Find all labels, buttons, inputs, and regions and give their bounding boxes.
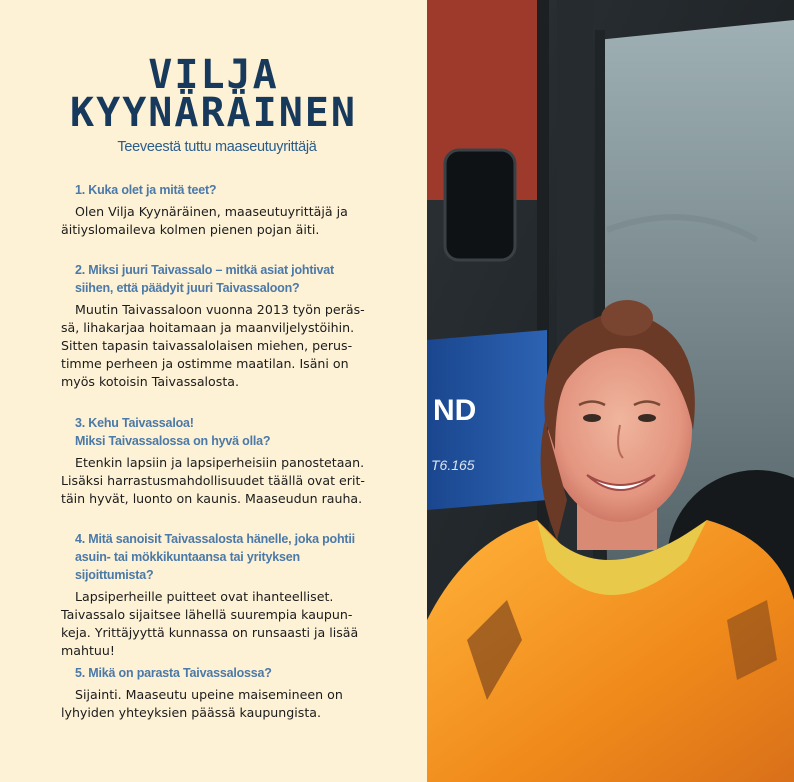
left-eye [583, 414, 601, 422]
tractor-badge: ND [433, 394, 477, 427]
question-line: 3. Kehu Taivassaloa! [75, 416, 194, 430]
qa-block-4 [61, 530, 381, 660]
subtitle: Teeveestä tuttu maaseutuyrittäjä [117, 139, 317, 155]
answer-5 [61, 686, 381, 722]
portrait-photo [427, 0, 794, 782]
answer-3 [61, 454, 381, 508]
name-heading-last: KYYNÄRÄINEN [70, 90, 357, 136]
answer-4 [61, 588, 381, 660]
answer-line: mahtuu! [61, 643, 115, 658]
answer-line: Lapsiperheille puitteet ovat ihanteelliset. [75, 589, 334, 604]
question-line: 4. Mitä sanoisit Taivassalosta hänelle, joka pohtii [75, 532, 355, 546]
answer-line: Muutin Taivassaloon vuonna 2013 työn peräs- [75, 302, 365, 317]
name-heading-first: VILJA [148, 52, 279, 98]
qa-block-1 [61, 181, 381, 239]
answer-line: timme perheen ja ostimme maatilan. Isäni on [61, 356, 349, 371]
question-line: 5. Mikä on parasta Taivassalossa? [75, 666, 272, 680]
question-5 [61, 664, 381, 682]
photo-illustration [427, 0, 794, 782]
answer-line: Taivassalo sijaitsee lähellä suurempia kaupun- [61, 607, 353, 622]
answer-1 [61, 203, 381, 239]
answer-line: täin hyvät, luonto on kaunis. Maaseudun rauha. [61, 491, 363, 506]
question-3 [61, 414, 381, 450]
answer-line: Sitten tapasin taivassalolaisen miehen, perus- [61, 338, 353, 353]
question-line: asuin- tai mökkikuntaansa tai yrityksen sijoittumista? [75, 550, 300, 582]
answer-line: äitiyslomaileva kolmen pienen pojan äiti. [61, 222, 320, 237]
answer-2 [61, 301, 381, 391]
question-line: 1. Kuka olet ja mitä teet? [75, 183, 217, 197]
right-eye [638, 414, 656, 422]
answer-line: sä, lihakarjaa hoitamaan ja maanviljelystöihin. [61, 320, 355, 335]
answer-line: Etenkin lapsiin ja lapsiperheisiin panostetaan. [75, 455, 365, 470]
question-line: Miksi Taivassalossa on hyvä olla? [75, 434, 271, 448]
answer-line: Olen Vilja Kyynäräinen, maaseutuyrittäjä ja [75, 204, 348, 219]
qa-block-3 [61, 414, 381, 508]
question-line: siihen, että päädyit juuri Taivassaloon? [75, 281, 300, 295]
question-4 [61, 530, 381, 584]
answer-line: Lisäksi harrastusmahdollisuudet täällä ovat erit- [61, 473, 365, 488]
answer-line: Sijainti. Maaseutu upeine maisemineen on [75, 687, 343, 702]
answer-line: myös kotoisin Taivassalosta. [61, 374, 239, 389]
hair-bun [601, 300, 653, 336]
tractor-model: T6.165 [431, 457, 475, 473]
answer-line: lyhyiden yhteyksien päässä kaupungista. [61, 705, 321, 720]
question-1 [61, 181, 381, 199]
question-line: 2. Miksi juuri Taivassalo – mitkä asiat johtivat [75, 263, 335, 277]
side-mirror [445, 150, 515, 260]
qa-block-2 [61, 261, 381, 391]
answer-line: keja. Yrittäjyyttä kunnassa on runsaasti ja lisää [61, 625, 359, 640]
qa-block-5 [61, 664, 381, 722]
question-2 [61, 261, 381, 297]
